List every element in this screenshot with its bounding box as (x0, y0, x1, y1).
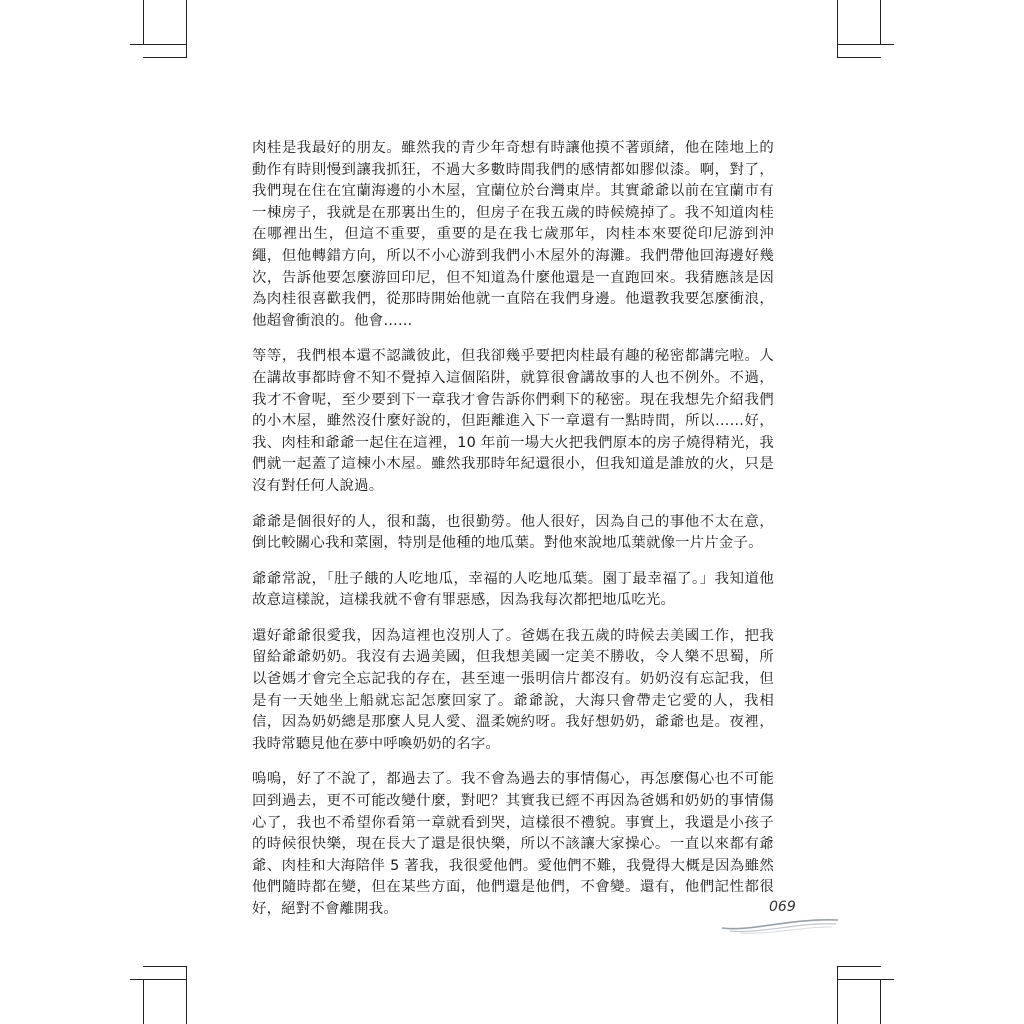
crop-mark-top-right-v2 (880, 0, 881, 44)
crop-mark-bottom-right-h2 (837, 966, 881, 967)
crop-mark-bottom-left-v (186, 966, 187, 1024)
crop-mark-top-right-h2 (837, 57, 881, 58)
crop-mark-top-right-v (837, 0, 838, 58)
crop-mark-top-left-h (130, 44, 187, 45)
paragraph-5: 還好爺爺很愛我，因為這裡也沒別人了。爸媽在我五歲的時候去美國工作，把我留給爺爺奶奶。我沒有去過美國，但我想美國一定美不勝收，令人樂不思蜀，所以爸媽才會完全忘記我的存在，甚至連一張明信片都沒有。奶奶沒有忘記我，但是有一天她坐上船就忘記怎麼回家了。爺爺說，大海只會帶走它愛的人，我相信，因為奶奶總是那麼人見人愛、溫柔婉約呀。我好想奶奶，爺爺也是。夜裡，我時常聽見他在夢中呼喚奶奶的名字。 (252, 627, 774, 752)
crop-mark-bottom-left-v2 (143, 980, 144, 1024)
paragraph-2: 等等，我們根本還不認識彼此，但我卻幾乎要把肉桂最有趣的秘密都講完啦。人在講故事都時會不知不覺掉入這個陷阱，就算很會講故事的人也不例外。不過，我才不會呢，至少要到下一章我才會告訴你們剩下的秘密。現在我想先介紹我們的小木屋，雖然沒什麼好說的，但距離進入下一章還有一點時間，所以……好，我、肉桂和爺爺一起住在這裡，10 年前一場大火把我們原本的房子燒得精光，我們就一起蓋了這棟小木屋。雖然我那時年紀還很小，但我知道是誰放的火，只是沒有對任何人說過。 (252, 348, 774, 494)
page-number-swoosh-ornament (720, 910, 840, 936)
crop-mark-bottom-left-h (130, 979, 187, 980)
page-number: 069 (769, 899, 796, 915)
paragraph-1: 肉桂是我最好的朋友。雖然我的青少年奇想有時讓他摸不著頭緒，他在陸地上的動作有時則慢到讓我抓狂，不過大多數時間我們的感情都如膠似漆。啊，對了，我們現在住在宜蘭海邊的小木屋，宜蘭位於台灣東岸。其實爺爺以前在宜蘭市有一棟房子，我就是在那裏出生的，但房子在我五歲的時候燒掉了。我不知道肉桂在哪裡出生，但這不重要，重要的是在我七歲那年，肉桂本來要從印尼游到沖繩，但他轉錯方向，所以不小心游到我們小木屋外的海灘。我們帶他回海邊好幾次，告訴他要怎麼游回印尼，但不知道為什麼他還是一直跑回來。我猜應該是因為肉桂很喜歡我們，從那時開始他就一直陪在我們身邊。他還教我要怎麼衝浪，他超會衝浪的。他會…… (252, 140, 774, 329)
crop-mark-bottom-right-v2 (880, 980, 881, 1024)
paragraph-4: 爺爺常說，「肚子餓的人吃地瓜，幸福的人吃地瓜葉。園丁最幸福了。」我知道他故意這樣說，這樣我就不會有罪惡感，因為我每次都把地瓜吃光。 (252, 570, 774, 609)
body-text (252, 138, 774, 921)
paragraph-3: 爺爺是個很好的人，很和藹，也很勤勞。他人很好，因為自己的事他不太在意，倒比較關心我和菜園，特別是他種的地瓜葉。對他來說地瓜葉就像一片片金子。 (252, 513, 774, 552)
paragraph-6: 嗚嗚，好了不說了，都過去了。我不會為過去的事情傷心，再怎麼傷心也不可能回到過去，更不可能改變什麼，對吧？其實我已經不再因為爸媽和奶奶的事情傷心了，我也不希望你看第一章就看到哭，這樣很不禮貌。事實上，我還是小孩子的時候很快樂，現在長大了還是很快樂，所以不該讓大家操心。一直以來都有爺爺、肉桂和大海陪伴 5 著我，我很愛他們。愛他們不難，我覺得大概是因為雖然他們隨時都在變，但在某些方面，他們還是他們，不會變。還有，他們記性都很好，絕對不會離開我。 (252, 771, 774, 917)
crop-mark-top-left-v (186, 0, 187, 58)
crop-mark-top-right-h (837, 44, 894, 45)
crop-mark-bottom-left-h2 (143, 966, 187, 967)
crop-mark-bottom-right-h (837, 979, 894, 980)
crop-mark-top-left-h2 (143, 57, 187, 58)
crop-mark-top-left-v2 (143, 0, 144, 44)
crop-mark-bottom-right-v (837, 966, 838, 1024)
